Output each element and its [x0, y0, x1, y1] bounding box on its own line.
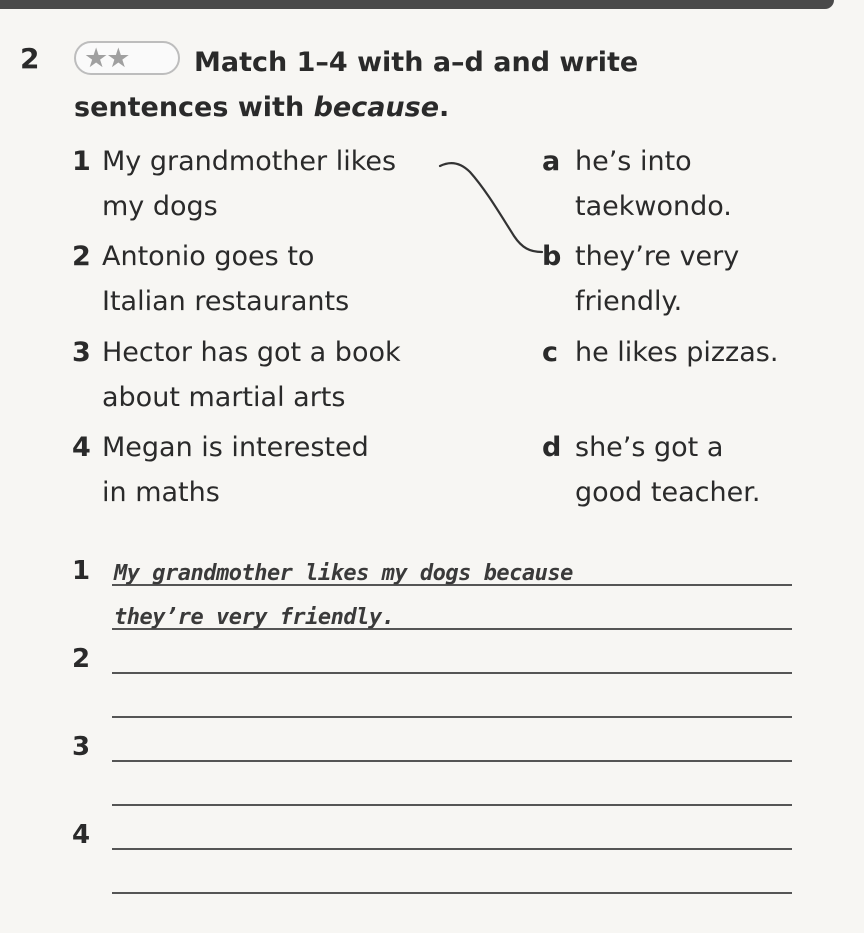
- left-item-4: 4 Megan is interested in maths: [72, 432, 369, 508]
- answer-number: 1: [72, 556, 91, 586]
- difficulty-stars-icon: ★★: [84, 43, 129, 74]
- answer-number: 4: [72, 820, 91, 850]
- answer-row-2a: [72, 636, 792, 680]
- answer-line[interactable]: [112, 804, 792, 806]
- answer-row-4b: [72, 856, 792, 900]
- right-item-c: c he likes pizzas.: [542, 337, 779, 368]
- answer-line[interactable]: [112, 716, 792, 718]
- right-item-d: d she’s got a good teacher.: [542, 432, 761, 508]
- answer-line[interactable]: [112, 672, 792, 674]
- answer-number: 3: [72, 732, 91, 762]
- instruction-text: Match 1–4 with a–d and write sentences with because.: [74, 47, 639, 123]
- right-item-a: a he’s into taekwondo.: [542, 146, 732, 222]
- answer-line[interactable]: [112, 892, 792, 894]
- left-item-1: 1 My grandmother likes my dogs: [72, 146, 397, 222]
- left-item-2: 2 Antonio goes to Italian restaurants: [72, 241, 350, 317]
- answer-area: [72, 548, 792, 900]
- answer-number: 2: [72, 644, 91, 674]
- handwritten-answer: My grandmother likes my dogs because: [114, 561, 573, 586]
- answer-row-4a: [72, 812, 792, 856]
- answer-row-2b: [72, 680, 792, 724]
- answer-row-1a: [72, 548, 792, 592]
- answer-row-1b: [72, 592, 792, 636]
- answer-row-3a: [72, 724, 792, 768]
- exercise-number: 2: [20, 42, 40, 75]
- answer-row-3b: [72, 768, 792, 812]
- handwritten-answer: they’re very friendly.: [114, 605, 395, 630]
- answer-line[interactable]: [112, 760, 792, 762]
- answer-line[interactable]: [112, 848, 792, 850]
- left-item-3: 3 Hector has got a book about martial arts: [72, 337, 401, 413]
- right-item-b: b they’re very friendly.: [542, 241, 740, 317]
